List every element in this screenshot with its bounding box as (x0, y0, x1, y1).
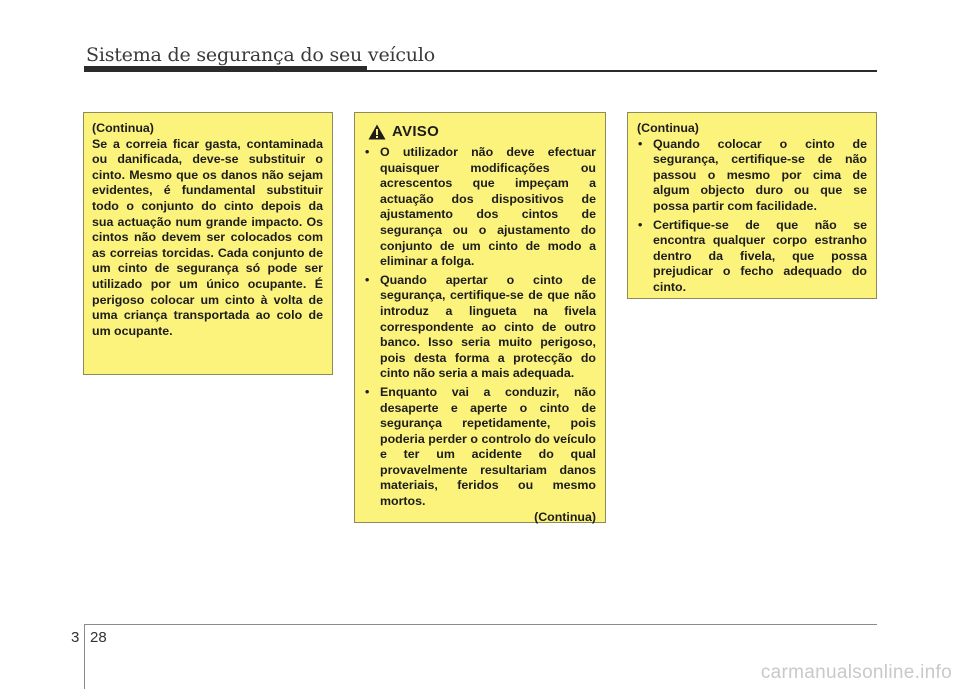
page-header-title: Sistema de segurança do seu veículo (86, 44, 435, 66)
page-number: 28 (90, 629, 107, 646)
warning-list (364, 145, 596, 510)
list-item: • O utilizador não deve efectuar quaisquer modificações ou acrescentos que impeçam a actuação dos dispositivos de ajustamento dos cintos de segurança ou o ajustamento do conjunto de um cinto de modo a eliminar a folga. (365, 145, 596, 269)
footer-divider (84, 624, 85, 689)
warning-triangle-icon (368, 124, 386, 140)
continued-label: (Continua) (92, 121, 154, 135)
list-item: • Certifique-se de que não se encontra qualquer corpo estranho dentro da fivela, que possa prejudicar o fecho adequado do cinto. (638, 217, 867, 294)
caution-paragraph: Se a correia ficar gasta, contaminada ou danificada, deve-se substituir o cinto. Mesmo que os danos não sejam evidentes, é fundamental substituir todo o conjunto do cinto depois da sua actuação num grande impacto. Os cintos não devem ser colocados com as correias torcidas. Cada conjunto de um cinto de segurança só pode ser utilizado por um único ocupante. É perigoso colocar um cinto à volta de uma criança transportada ao colo de um ocupante. (92, 136, 323, 338)
caution-box-right (627, 112, 877, 299)
list-item: • Enquanto vai a conduzir, não desaperte e aperte o cinto de segurança repetidamente, pois poderia perder o controlo do veículo e ter um acidente do qual provavelmente resultariam danos materiais, feridos ou mesmo mortos. (365, 384, 596, 509)
warning-heading (368, 123, 596, 141)
warning-box (354, 112, 606, 523)
warning-heading-label: AVISO (392, 123, 440, 140)
header-rule (84, 70, 877, 72)
section-number: 3 (71, 629, 80, 646)
list-item: • Quando colocar o cinto de segurança, certifique-se de não passou o mesmo por cima de algum objecto duro ou que se possa partir com facilidade. (638, 136, 867, 213)
footer-rule (84, 624, 877, 625)
watermark: carmanualsonline.info (760, 662, 952, 683)
caution-box-left (83, 112, 333, 375)
continued-label: (Continua) (637, 121, 699, 135)
continues-label: (Continua) (534, 509, 596, 524)
caution-list (637, 137, 867, 296)
list-item: • Quando apertar o cinto de segurança, certifique-se de que não introduz a lingueta na fivela correspondente ao cinto de outro banco. Isso seria muito perigoso, pois desta forma a protecção do cinto não seria a mais adequada. (365, 272, 596, 381)
